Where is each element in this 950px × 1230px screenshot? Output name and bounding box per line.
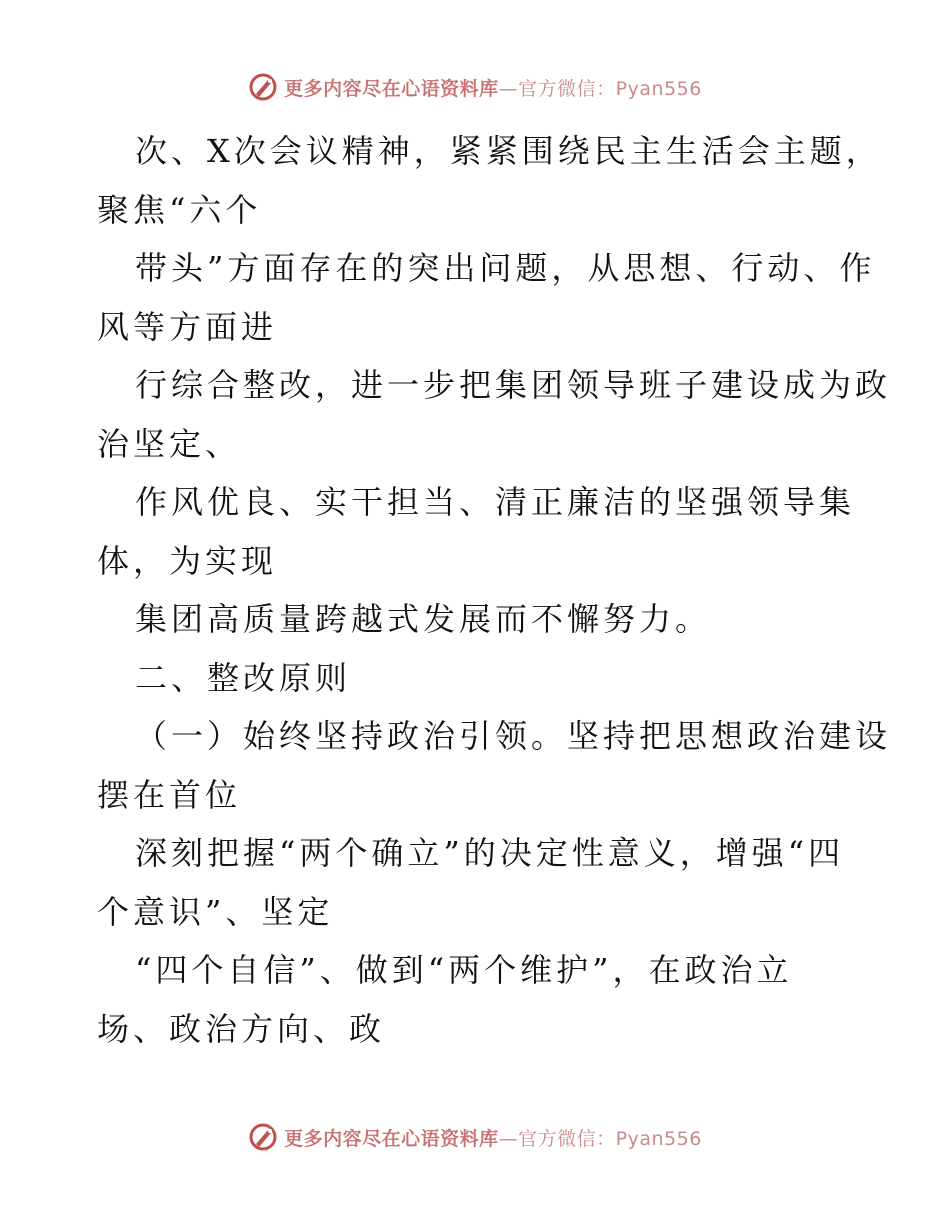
text-line: 带头”方面存在的突出问题，从思想、行动、作 — [135, 249, 876, 287]
logo-icon — [248, 72, 278, 102]
text-line: 风等方面进 — [97, 307, 278, 346]
text-line: “四个自信”、做到“两个维护”，在政治立 — [135, 951, 793, 989]
footer-watermark — [0, 1122, 950, 1152]
logo-icon — [248, 1122, 278, 1152]
text-line: 聚焦“六个 — [97, 190, 262, 229]
text-line: 个意识”、坚定 — [97, 892, 334, 931]
text-line: 集团高质量跨越式发展而不懈努力。 — [135, 600, 712, 638]
text-line: 作风优良、实干担当、清正廉洁的坚强领导集 — [135, 483, 856, 521]
watermark-text: 更多内容尽在心语资料库—官方微信：Pyan556 — [284, 77, 702, 100]
text-line: 摆在首位 — [97, 775, 242, 814]
text-line: 次、X次会议精神，紧紧围绕民主生活会主题， — [135, 132, 882, 170]
text-line: 治坚定、 — [97, 424, 242, 463]
section-heading: 二、整改原则 — [135, 658, 352, 697]
text-line: 行综合整改，进一步把集团领导班子建设成为政 — [135, 366, 892, 404]
header-watermark — [0, 72, 950, 102]
subsection-heading: （一）始终坚持政治引领。坚持把思想政治建设 — [135, 717, 892, 755]
text-line: 深刻把握“两个确立”的决定性意义，增强“四 — [135, 834, 845, 872]
document-body — [97, 122, 892, 1058]
text-line: 体，为实现 — [97, 541, 278, 580]
watermark-text: 更多内容尽在心语资料库—官方微信：Pyan556 — [284, 1127, 702, 1150]
text-line: 场、政治方向、政 — [97, 1009, 386, 1048]
